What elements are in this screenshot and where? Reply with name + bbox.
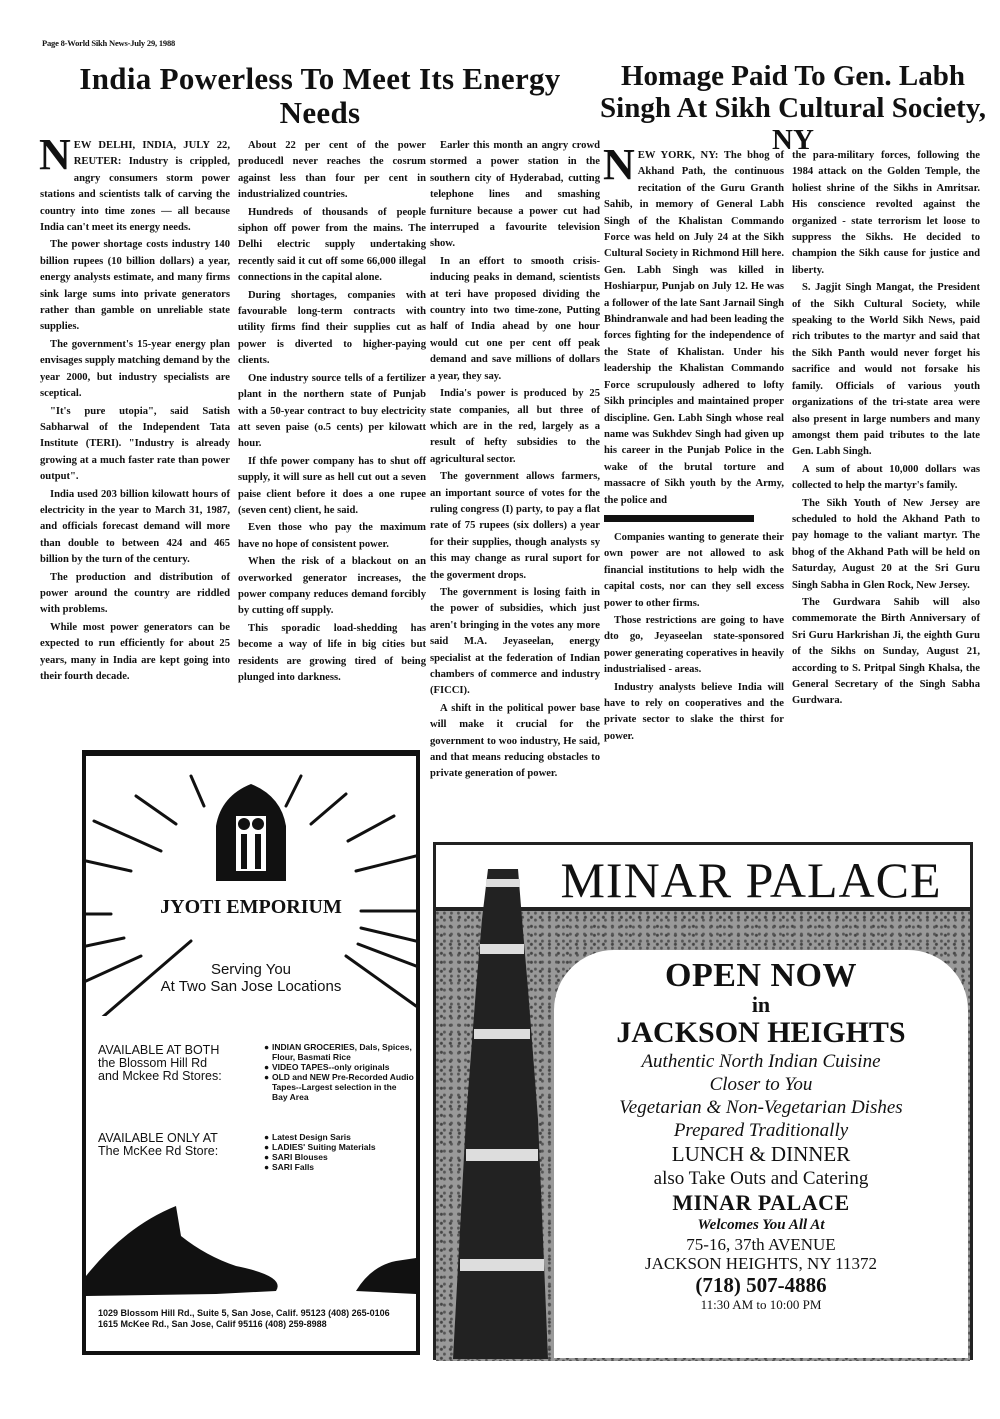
open-now-heading: OPEN NOW	[665, 957, 857, 994]
article-energy-column-2	[238, 138, 426, 687]
column-4-flow	[603, 140, 784, 746]
paragraph: Even those who pay the maximum have no hope of consistent power.	[238, 522, 426, 550]
paragraph: When the risk of a blackout on an overworked generator increases, the power company reduces demand forcibly by cutting off supply.	[238, 556, 426, 617]
dateline: EW DELHI, INDIA, JULY 22, REUTER:	[73, 140, 230, 168]
paragraph: India used 203 billion kilowatt hours of electricity in the year to March 31, 1987, and officials forecast demand will more than double to between 424 and 465 billion by the turn of the century.	[40, 488, 230, 566]
available-both-list	[264, 1042, 414, 1102]
takeout-line: also Take Outs and Catering	[653, 1168, 869, 1189]
prepared-line: Prepared Traditionally	[673, 1120, 849, 1141]
item-text: VIDEO TAPES--only originals	[272, 1062, 390, 1072]
temple-emblem-icon	[216, 784, 286, 881]
hours-line: 11:30 AM to 10:00 PM	[700, 1297, 822, 1312]
drop-cap: N	[603, 140, 635, 189]
article-homage-column-2	[792, 148, 980, 711]
phone-number: (718) 507-4886	[695, 1273, 827, 1297]
paragraph: The government allows farmers, an important source of votes for the ruling congress (I) party, to pay a flat rate of 75 rupees (six dollers) a year for their supplies, though analysts sy this may change as rural suport for the goverment drops.	[430, 471, 600, 581]
in-word: in	[751, 992, 771, 1017]
heading-line: The McKee Rd Store:	[98, 1144, 219, 1158]
tagline-line: At Two San Jose Locations	[160, 978, 342, 995]
paragraph: The bhog of Akhand Path, the continuous recitation of the Guru Granth Sahib, in memory of General Labh Singh of the Khalistan Commando Force was held on July 24 at the Sikh Cultural Society in Richmond Hill here. Gen. Labh Singh was killed in Hoshiarpur, Punjab on July 12. He was a follower of the late Sant Jarnail Singh Bhindranwale and had been leading the forces fighting for the independence of the State of Khalistan. Under his leadership the Khalistan Commando Force scrupulously adhered to lofty Sikh principles and maintained proper discipline. Gen. Labh Singh whose real name was Sukhdev Singh had given up his career in the Punjab Police in the wake of the brutal torture and massacre of Sikh youth by the Army, the police and	[604, 150, 784, 506]
item-text: Latest Design Saris	[272, 1132, 351, 1142]
paragraph: This sporadic load-shedding has become a way of life in big cities but residents are growing tired of being plunged into darkness.	[238, 622, 426, 683]
paragraph: A sum of about 10,000 dollars was collected to help the martyr's family.	[792, 463, 980, 492]
city-address: JACKSON HEIGHTS, NY 11372	[644, 1254, 878, 1273]
paragraph: S. Jagjit Singh Mangat, the President of the Sikh Cultural Society, while speaking to the World Sikh News, paid rich tributes to the martyr and said that the Sikh Panth would never forget his sacrifice and would not forsake his family. Officials of various youth organizations of the tri-state area were also present in large numbers and many amongst them paid tributes to the late Gen. Labh Singh.	[792, 282, 980, 458]
bullet-icon: ●	[264, 1152, 270, 1162]
jyoti-tagline	[86, 961, 416, 995]
list-item	[264, 1062, 414, 1072]
list-item	[264, 1132, 414, 1142]
minar-palace-ad	[433, 842, 973, 1360]
paragraph: In an effort to smooth crisis-inducing peaks in demand, scientists at teri have proposed dividing the country into two time-zone, Putting half of India ahead by one hour would cut one per cent off peak demand and save millions of dollars a year, they say.	[430, 255, 600, 382]
paragraph: If thfe power company has to shut off supply, it will sure as hell cut out a seven paise client before it does a one rupee (seven cent) client, he said.	[238, 455, 426, 516]
qutub-minar-tower-icon	[448, 859, 558, 1359]
bullet-icon: ●	[264, 1072, 270, 1082]
article-energy-column-3	[430, 138, 600, 784]
available-only-heading	[98, 1132, 248, 1158]
paragraph: Earler this month an angry crowd stormed a power station in the southern city of Hyderabad, cutting telephone lines and smashing furniture because a power cut had interruped a favourite television show.	[430, 140, 600, 250]
page-folio: Page 8-World Sikh News-July 29, 1988	[42, 38, 176, 48]
jyoti-addresses	[98, 1308, 418, 1330]
bullet-icon: ●	[264, 1142, 270, 1152]
paragraph: The Gurdwara Sahib will also commemorate the Birth Anniversary of Sri Guru Harkrishan Ji, the eighth Guru of the Sikhs on Sunday, August 21, according to S. Pritpal Singh Khalsa, the General Secretary of the Singh Sabha Gurdwara.	[792, 596, 980, 707]
paragraph: Hundreds of thousands of people siphon off power from the mains. The Delhi electric supply undertaking recently said it cut off some 66,000 illegal connections in the capital alone.	[238, 206, 426, 284]
address-line: 1029 Blossom Hill Rd., Suite 5, San Jose, Calif. 95123 (408) 265-0106	[98, 1308, 390, 1318]
street-address: 75-16, 37th AVENUE	[686, 1235, 836, 1254]
jyoti-brand-name: JYOTI EMPORIUM	[160, 896, 342, 918]
article-energy-column-1	[39, 130, 230, 686]
minar-title: MINAR PALACE	[560, 852, 942, 908]
location-heading: JACKSON HEIGHTS	[616, 1016, 906, 1049]
heading-line: the Blossom Hill Rd	[98, 1056, 208, 1070]
minar-name-line: MINAR PALACE	[672, 1190, 850, 1215]
article-headline-energy: India Powerless To Meet Its Energy Needs	[79, 61, 561, 130]
bullet-icon: ●	[264, 1162, 270, 1172]
arch-text-stack	[554, 958, 968, 1313]
available-both-heading	[98, 1044, 238, 1083]
paragraph: The government's 15-year energy plan envisages supply matching demand by the year 2000, but industry specialists are sceptical.	[40, 338, 230, 400]
paragraph: the para-military forces, following the 1984 attack on the Golden Temple, the holiest shrine of the Sikhs in Amritsar. His conscience revolted against the organized - state terrorism let loose to suppress the Sikhs. He decided to champion the Sikh cause for justice and liberty.	[792, 150, 980, 276]
item-text: OLD and NEW Pre-Recorded Audio Tapes--Largest selection in the Bay Area	[272, 1072, 414, 1102]
map-silhouette-icon	[86, 1196, 416, 1296]
paragraph: Industry is crippled, angry consumers storm power stations and scientists talk of carving the country into time zones — all because India can't meet its energy needs.	[40, 156, 230, 234]
item-text: SARI Blouses	[272, 1152, 328, 1162]
heading-line: and Mckee Rd Stores:	[98, 1069, 222, 1083]
closer-line: Closer to You	[709, 1074, 813, 1095]
bullet-icon: ●	[264, 1042, 270, 1052]
paragraph: "It's pure utopia", said Satish Sabharwal of the Independent Tata Institute (TERI). "Industry is already growing at a much faster rate than power output".	[40, 405, 230, 483]
item-text: LADIES' Suiting Materials	[272, 1142, 376, 1152]
paragraph: Those restrictions are going to have dto go, Jeyaseelan state-sponsored power generating coperatives in heavily industrialised - areas.	[604, 614, 784, 676]
heading-line: AVAILABLE AT BOTH	[98, 1043, 220, 1057]
list-item	[264, 1162, 414, 1172]
dateline: EW YORK, NY:	[637, 150, 719, 161]
article-headline-homage: Homage Paid To Gen. Labh Singh At Sikh Cultural Society, NY	[600, 60, 986, 156]
paragraph: The power shortage costs industry 140 billion rupees (10 billion dollars) a year, energy analysts estimate, and many firms sink large sums into private generators rather than gamble on unreliable state supplies.	[40, 239, 230, 333]
list-item	[264, 1042, 414, 1062]
paragraph: The Sikh Youth of New Jersey are scheduled to hold the Akhand Path to pay homage to the valiant martyr. The bhog of the Akhand Path will be held on Saturday, August 20 at the Sri Guru Singh Sabha in Glen Rock, New Jersey.	[792, 497, 980, 591]
article-homage-column-1	[603, 140, 784, 509]
lunch-dinner-line: LUNCH & DINNER	[671, 1142, 851, 1166]
paragraph: Industry analysts believe India will have to rely on cooperatives and the private sector to slake the thirst for power.	[604, 681, 784, 742]
bullet-icon: ●	[264, 1062, 270, 1072]
paragraph: Companies wanting to generate their own power are not allowed to ask financial institutions to help widh the capital costs, nor can they sell excess power to other firms.	[604, 531, 784, 609]
welcome-line: Welcomes You All At	[697, 1217, 825, 1233]
paragraph: About 22 per cent of the power producedl never reaches the cosrum against less than four per cent in industrialized countries.	[238, 140, 426, 201]
paragraph: A shift in the political power base will make it crucial for the government to woo industry, He said, and that means reducing obstacles to private generation of power.	[430, 702, 600, 780]
paragraph: While most power generators can be expected to run efficiently for about 25 years, many in India are kept going into their fourth decade.	[40, 621, 230, 682]
address-line: 1615 McKee Rd., San Jose, Calif 95116 (408) 259-8988	[98, 1319, 327, 1329]
drop-cap: N	[39, 130, 71, 179]
item-text: INDIAN GROCERIES, Dals, Spices, Flour, Basmati Rice	[272, 1042, 412, 1062]
article-energy-column-4	[604, 530, 784, 745]
arch-panel	[554, 950, 968, 1358]
list-item	[264, 1142, 414, 1152]
dishes-line: Vegetarian & Non-Vegetarian Dishes	[619, 1097, 903, 1118]
item-text: SARI Falls	[272, 1162, 315, 1172]
jyoti-emporium-ad	[82, 750, 420, 1355]
paragraph: The production and distribution of power around the country are riddled with problems.	[40, 571, 230, 616]
paragraph: India's power is produced by 25 state companies, all but three of which are in the red, largely as a result of hefty subsidies to the agricultural sector.	[430, 388, 600, 465]
tagline-line: Serving You	[210, 961, 292, 978]
cuisine-line: Authentic North Indian Cuisine	[641, 1051, 881, 1072]
list-item	[264, 1152, 414, 1162]
paragraph: During shortages, companies with favourable long-term contracts with utility firms find their supplies cut as power is diverted to higher-paying clients.	[238, 289, 426, 367]
column-separator-bar	[604, 515, 754, 522]
heading-line: AVAILABLE ONLY AT	[98, 1131, 218, 1145]
list-item	[264, 1072, 414, 1102]
paragraph: The government is losing faith in the power of subsidies, which just aren't bringing in the votes any more said M.A. Jeyaseelan, energy specialist at the federation of Indian chambers of commerce and industry (FICCI).	[430, 586, 600, 697]
bullet-icon: ●	[264, 1132, 270, 1142]
available-only-list	[264, 1132, 414, 1172]
paragraph: One industry source tells of a fertilizer plant in the northern state of Punjab with a 50-year contract to buy electricity att seven paise (o.5 cents) per kilowatt hour.	[238, 372, 426, 450]
